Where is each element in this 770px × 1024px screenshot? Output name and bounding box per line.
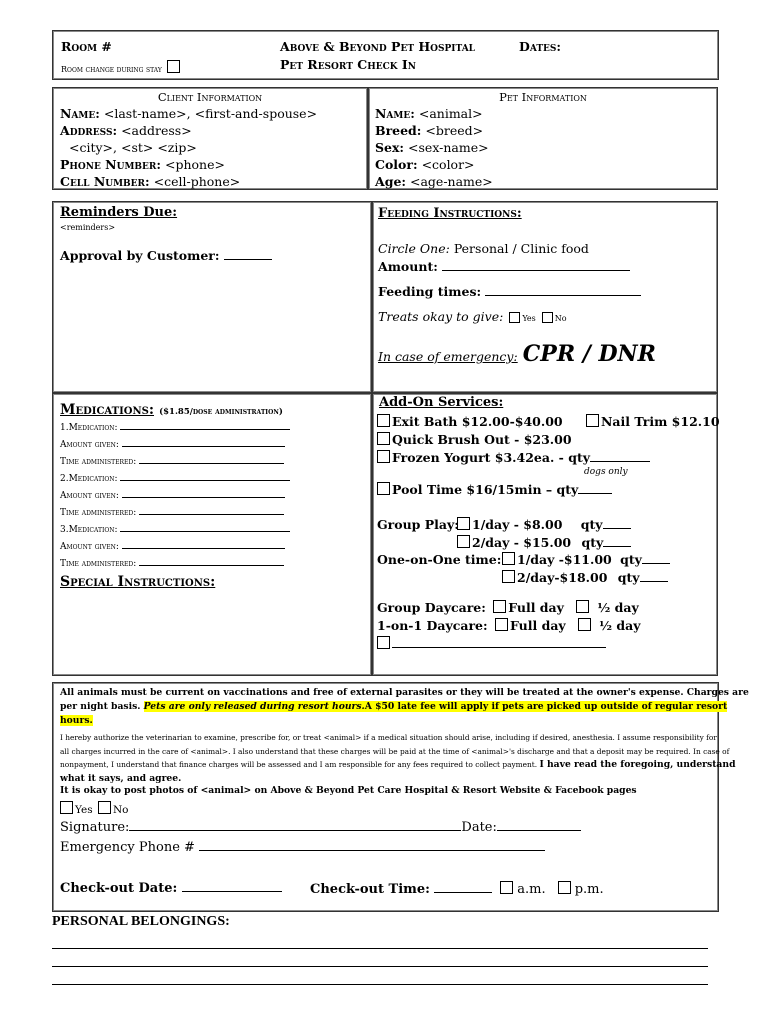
nail-trim-row (586, 414, 720, 429)
group-play-2-label: 2/day - $15.00 (472, 535, 572, 550)
time-2-label: Time administered: (60, 508, 137, 518)
pet-age-label: Age: (375, 174, 407, 189)
photo-yes-label: Yes (75, 804, 93, 816)
one-on-one-1-checkbox[interactable] (502, 552, 515, 565)
client-phone-label: Phone Number: (60, 157, 161, 172)
dates-label: Dates: (519, 39, 562, 54)
circle-one-row (378, 241, 589, 256)
dogs-only-note: dogs only (584, 467, 628, 477)
medication-3-line[interactable] (120, 523, 290, 532)
pm-checkbox[interactable] (558, 881, 571, 894)
time-2-line[interactable] (139, 506, 284, 515)
frozen-yogurt-checkbox[interactable] (377, 450, 390, 463)
approval-label: Approval by Customer: (60, 248, 220, 263)
checkout-date-row (60, 881, 282, 896)
other-service-checkbox[interactable] (377, 636, 390, 649)
date-line[interactable] (497, 820, 581, 831)
feeding-heading: Feeding Instructions: (378, 206, 522, 221)
amount-label: Amount: (378, 259, 438, 274)
time-1-line[interactable] (139, 455, 284, 464)
belongings-line-2[interactable] (52, 966, 708, 967)
group-play-label: Group Play: (377, 517, 459, 532)
one-on-one-daycare-full-checkbox[interactable] (495, 618, 508, 631)
amount-2-line[interactable] (122, 489, 285, 498)
reminders-heading: Reminders Due: (60, 205, 178, 220)
medication-1-label: 1.Medication: (60, 423, 118, 433)
feeding-times-input-line[interactable] (485, 285, 641, 296)
auth-line-4: what it says, and agree. (60, 772, 182, 784)
one-on-one-1-qty-label: qty (620, 552, 642, 567)
group-play-2-qty-label: qty (581, 535, 604, 550)
quick-brush-checkbox[interactable] (377, 432, 390, 445)
addons-heading: Add-On Services: (379, 395, 504, 410)
nail-trim-checkbox[interactable] (586, 414, 599, 427)
emergency-options[interactable]: CPR / DNR (522, 341, 656, 367)
date-label: Date: (461, 820, 497, 835)
client-info-fields (60, 105, 317, 190)
pool-time-row (377, 482, 612, 497)
auth-line-2: all charges incurred in the care of <animal>. I also understand that these charges will be paid at the time of <animal>'s discharge and that a deposit may be required. In case of (60, 746, 730, 756)
amount-2-label: Amount given: (60, 491, 119, 501)
am-checkbox[interactable] (500, 881, 513, 894)
nail-trim-label: Nail Trim $12.10 (601, 414, 720, 429)
pet-name-value[interactable]: <animal> (418, 106, 483, 121)
group-daycare-full-label: Full day (508, 600, 564, 615)
medication-2-line[interactable] (120, 472, 290, 481)
photo-no-checkbox[interactable] (98, 801, 111, 814)
group-daycare-half-checkbox[interactable] (576, 600, 589, 613)
belongings-line-3[interactable] (52, 984, 708, 985)
medications-heading: Medications: (60, 402, 154, 418)
client-phone-value[interactable]: <phone> (164, 157, 225, 172)
terms-line-2-start: per night basis. (60, 701, 141, 712)
frozen-yogurt-row (377, 450, 650, 465)
room-change-label: Room change during stay (61, 65, 162, 74)
group-play-2-checkbox[interactable] (457, 535, 470, 548)
amount-input-line[interactable] (442, 260, 630, 271)
exit-bath-checkbox[interactable] (377, 414, 390, 427)
group-play-1-qty-label: qty (580, 517, 603, 532)
group-daycare-half-label: ½ day (597, 600, 639, 615)
one-on-one-2-qty-label: qty (617, 570, 640, 585)
belongings-line-1[interactable] (52, 948, 708, 949)
hospital-name: Above & Beyond Pet Hospital (280, 39, 476, 54)
photo-yes-checkbox[interactable] (60, 801, 73, 814)
room-label: Room # (61, 39, 112, 54)
auth-line-1: I hereby authorize the veterinarian to examine, prescribe for, or treat <animal> if a medical situation should arise, including if desired, anesthesia. I assume responsibility for (60, 733, 717, 742)
auth-agreement: I have read the foregoing, understand (539, 759, 736, 770)
one-on-one-1-row (502, 552, 670, 567)
treats-yes-label: Yes (522, 314, 536, 323)
group-play-1-label: 1/day - $8.00 (472, 517, 563, 532)
group-play-1-row (457, 517, 631, 532)
approval-input-line[interactable] (224, 249, 272, 260)
group-play-1-qty-line[interactable] (603, 518, 631, 529)
one-on-one-2-qty-line[interactable] (640, 571, 668, 582)
other-service-line[interactable] (392, 637, 606, 648)
client-cell-value[interactable]: <cell-phone> (153, 174, 241, 189)
pet-sex-label: Sex: (375, 140, 405, 155)
medication-1-line[interactable] (120, 421, 290, 430)
group-play-2-qty-line[interactable] (603, 536, 631, 547)
photo-consent-options (60, 801, 128, 816)
checkout-time-row (310, 881, 604, 897)
am-label: a.m. (517, 882, 546, 897)
feeding-times-row (378, 284, 641, 299)
medication-rows (60, 420, 290, 573)
treats-no-checkbox[interactable] (542, 312, 553, 323)
medication-2-label: 2.Medication: (60, 474, 118, 484)
other-service-row (377, 636, 606, 651)
pool-time-checkbox[interactable] (377, 482, 390, 495)
group-play-1-checkbox[interactable] (457, 517, 470, 530)
treats-no-label: No (554, 314, 567, 323)
room-change-row (61, 60, 182, 74)
amount-row (378, 259, 630, 274)
exit-bath-label: Exit Bath $12.00-$40.00 (392, 414, 563, 429)
reminders-value[interactable]: <reminders> (60, 223, 116, 232)
one-on-one-daycare-half-label: ½ day (599, 618, 641, 633)
signature-label: Signature: (60, 820, 130, 835)
circle-one-label: Circle One: (378, 241, 450, 256)
signature-line[interactable] (129, 820, 461, 831)
quick-brush-row (377, 432, 572, 447)
medication-3-label: 3.Medication: (60, 525, 118, 535)
checkout-date-label: Check-out Date: (60, 881, 178, 896)
client-cell-label: Cell Number: (60, 174, 150, 189)
quick-brush-label: Quick Brush Out - $23.00 (392, 432, 572, 447)
pet-breed-label: Breed: (375, 123, 422, 138)
one-on-one-daycare-full-label: Full day (509, 618, 566, 633)
emergency-phone-line[interactable] (199, 840, 545, 851)
one-on-one-2-label: 2/day-$18.00 (517, 570, 608, 585)
amount-3-label: Amount given: (60, 542, 119, 552)
photo-consent: It is okay to post photos of <animal> on Above & Beyond Pet Care Hospital & Resort Website & Facebook pages (60, 785, 637, 796)
treats-yes-checkbox[interactable] (509, 312, 520, 323)
group-daycare-full-checkbox[interactable] (493, 600, 506, 613)
terms-notice (60, 686, 749, 728)
frozen-yogurt-qty-line[interactable] (590, 451, 650, 462)
terms-late-fee: A $50 late fee will apply if pets are picked up outside of regular resort (364, 701, 728, 712)
medications-heading-row (60, 399, 283, 418)
group-play-2-row (457, 535, 631, 550)
checkout-time-line[interactable] (434, 882, 492, 893)
client-address-value[interactable]: <address> (121, 123, 192, 138)
medications-fee: ($1.85/dose administration) (159, 407, 283, 417)
emergency-phone-label: Emergency Phone # (60, 840, 195, 855)
one-on-one-2-checkbox[interactable] (502, 570, 515, 583)
pet-sex-value[interactable]: <sex-name> (408, 140, 489, 155)
amount-3-line[interactable] (122, 540, 285, 549)
room-change-checkbox[interactable] (167, 60, 180, 73)
treats-label: Treats okay to give: (378, 309, 504, 324)
one-on-one-daycare-half-checkbox[interactable] (578, 618, 591, 631)
one-on-one-2-row (502, 570, 668, 585)
terms-resort-hours: Pets are only released during resort hours. (143, 701, 365, 712)
special-instructions-heading: Special Instructions: (60, 574, 216, 590)
auth-line-3: nonpayment, I understand that finance charges will be assessed and I am responsible for any fees required to collect payment. (60, 760, 538, 769)
client-name-value[interactable]: <last-name>, <first-and-spouse> (103, 106, 318, 121)
pet-age-value[interactable]: <age-name> (410, 174, 493, 189)
exit-bath-row (377, 414, 563, 429)
pool-time-qty-line[interactable] (578, 483, 612, 494)
pet-breed-value[interactable]: <breed> (425, 123, 484, 138)
emergency-label: In case of emergency: (378, 349, 518, 364)
one-on-one-label: One-on-One time: (377, 552, 502, 567)
client-info-heading: Client Information (157, 90, 263, 104)
checkout-date-line[interactable] (182, 881, 282, 892)
authorization-text (60, 731, 736, 785)
one-on-one-daycare-row (377, 618, 641, 633)
signature-row (60, 820, 581, 835)
time-3-label: Time administered: (60, 559, 137, 569)
pet-color-label: Color: (375, 157, 418, 172)
pool-time-label: Pool Time $16/15min – qty (392, 482, 579, 497)
feeding-times-label: Feeding times: (378, 284, 482, 299)
belongings-heading: PERSONAL BELONGINGS: (52, 914, 230, 929)
amount-1-label: Amount given: (60, 440, 119, 450)
pet-name-label: Name: (375, 106, 415, 121)
terms-line-1: All animals must be current on vaccinations and free of external parasites or they will be treated at the owner's expense. Charges are (60, 687, 749, 698)
checkout-time-label: Check-out Time: (310, 882, 430, 897)
pet-color-value[interactable]: <color> (421, 157, 475, 172)
one-on-one-1-qty-line[interactable] (642, 553, 670, 564)
terms-line-3: hours. (60, 715, 93, 726)
emergency-row (378, 341, 656, 367)
client-address-label: Address: (60, 123, 118, 138)
pm-label: p.m. (574, 882, 604, 897)
one-on-one-1-label: 1/day -$11.00 (517, 552, 612, 567)
time-3-line[interactable] (139, 557, 284, 566)
treats-row (378, 309, 567, 324)
client-city-line[interactable]: <city>, <st> <zip> (69, 140, 197, 155)
time-1-label: Time administered: (60, 457, 137, 467)
group-daycare-row (377, 600, 639, 615)
client-name-label: Name: (60, 106, 100, 121)
frozen-yogurt-label: Frozen Yogurt $3.42ea. - qty (392, 450, 590, 465)
food-type-options[interactable]: Personal / Clinic food (453, 241, 589, 256)
approval-row (60, 248, 272, 263)
photo-no-label: No (112, 804, 129, 816)
group-daycare-label: Group Daycare: (377, 600, 486, 615)
emergency-phone-row (60, 840, 545, 855)
page-subtitle: Pet Resort Check In (280, 57, 416, 72)
amount-1-line[interactable] (122, 438, 285, 447)
one-on-one-daycare-label: 1-on-1 Daycare: (377, 618, 488, 633)
pet-info-fields (375, 105, 493, 190)
pet-info-heading: Pet Information (499, 90, 587, 104)
